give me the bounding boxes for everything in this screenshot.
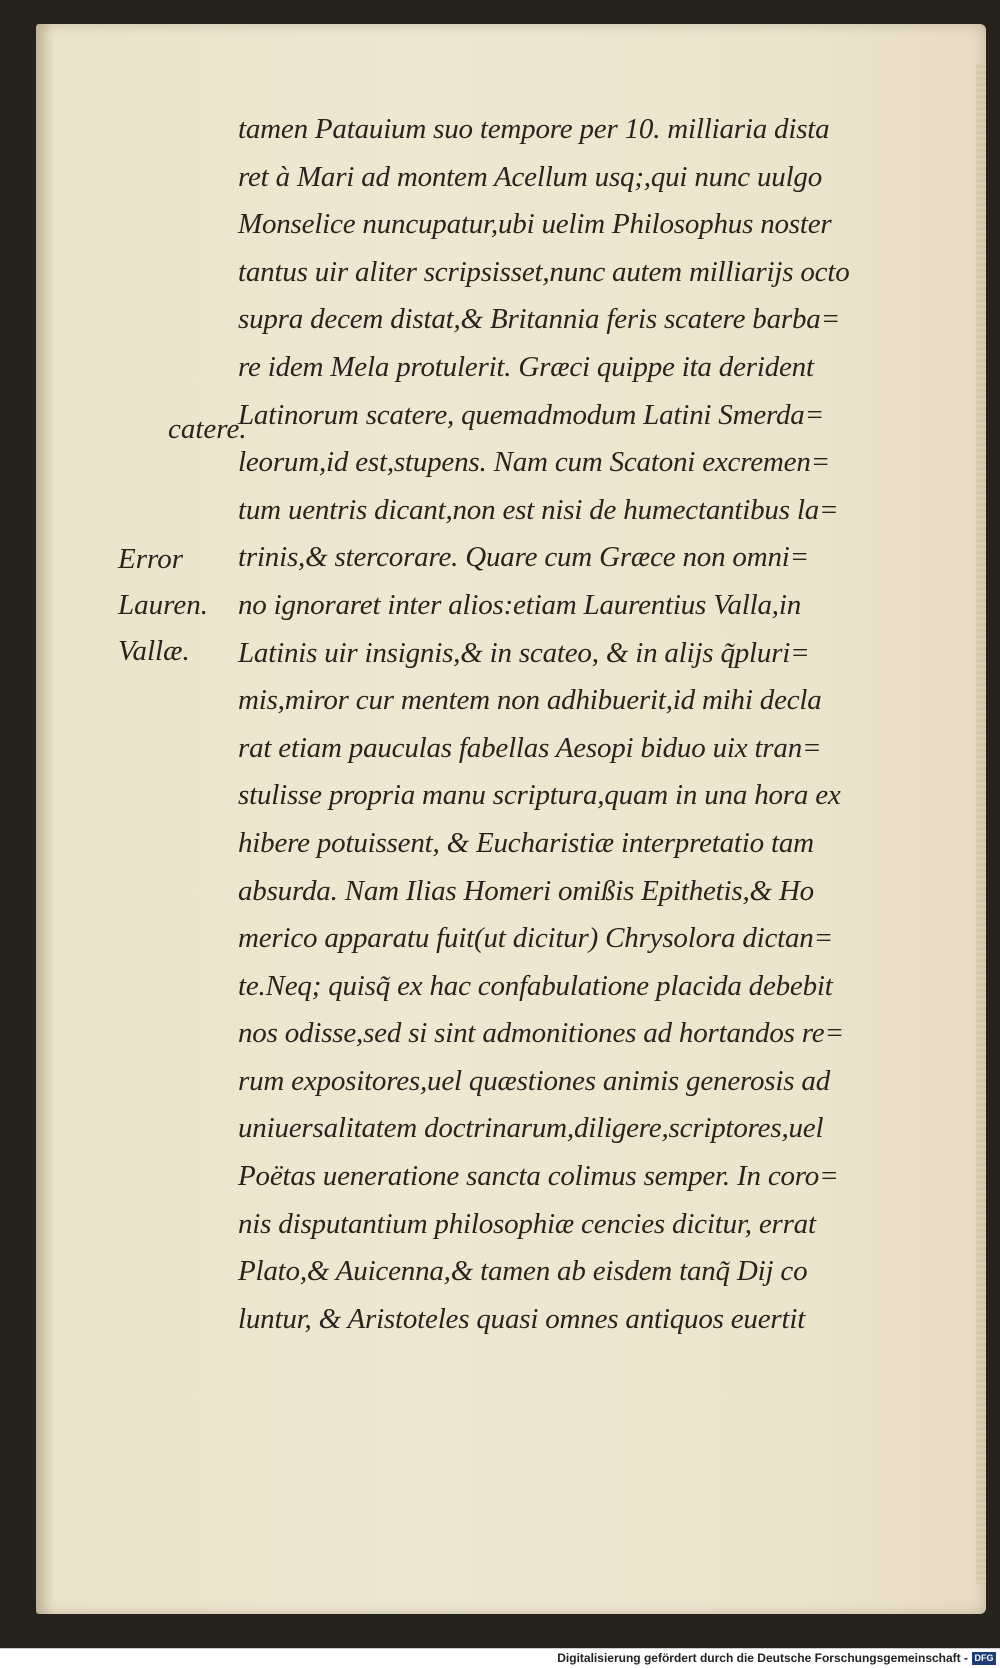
- text-line: hibere potuissent, & Eucharistiæ interpretatio tam: [238, 826, 814, 859]
- text-line: merico apparatu fuit(ut dicitur) Chrysolora dictan=: [238, 922, 833, 955]
- marginal-note-error-valla: [118, 536, 238, 674]
- text-line: stulisse propria manu scriptura,quam in una hora ex: [238, 779, 841, 812]
- marginal-note-line: Vallæ.: [118, 635, 190, 667]
- text-line: rum expositores,uel quæstiones animis generosis ad: [238, 1064, 830, 1097]
- text-line: uniuersalitatem doctrinarum,diligere,scriptores,uel: [238, 1112, 824, 1145]
- text-line: Poëtas ueneratione sancta colimus semper. In coro=: [238, 1160, 839, 1193]
- text-line: no ignoraret inter alios:etiam Laurentius Valla,in: [238, 588, 802, 621]
- text-line: nis disputantium philosophiæ cencies dicitur, errat: [238, 1207, 816, 1240]
- text-line: Plato,& Auicenna,& tamen ab eisdem tanq̃ Dij co: [238, 1255, 808, 1288]
- dfg-logo: DFG: [972, 1652, 996, 1665]
- text-line: luntur, & Aristoteles quasi omnes antiquos euertit: [238, 1302, 806, 1335]
- text-line: rat etiam pauculas fabellas Aesopi biduo uix tran=: [238, 731, 822, 764]
- page-edge: [976, 64, 986, 1584]
- text-line: supra decem distat,& Britannia feris scatere barba=: [238, 303, 840, 336]
- text-line: absurda. Nam Ilias Homeri omißis Epithetis,& Ho: [238, 874, 814, 907]
- funding-credit: Digitalisierung gefördert durch die Deutsche Forschungsgemeinschaft -: [557, 1651, 968, 1665]
- text-line: tum uentris dicant,non est nisi de humectantibus la=: [238, 493, 839, 526]
- marginal-note-line: Lauren.: [118, 589, 208, 621]
- text-line: leorum,id est,stupens. Nam cum Scatoni excremen=: [238, 446, 830, 479]
- text-line: trinis,& stercorare. Quare cum Græce non omni=: [238, 541, 809, 574]
- main-text-block: [238, 106, 938, 1343]
- text-line: Latinis uir insignis,& in scateo, & in alijs q̃pluri=: [238, 636, 810, 669]
- text-line: te.Neq; quisq̃ ex hac confabulatione placida debebit: [238, 969, 833, 1002]
- text-line: Monselice nuncupatur,ubi uelim Philosophus noster: [238, 208, 832, 241]
- text-line: nos odisse,sed si sint admonitiones ad hortandos re=: [238, 1017, 844, 1050]
- marginal-note-line: Error: [118, 543, 183, 575]
- marginal-note-catere: catere.: [168, 413, 247, 445]
- text-line: ret à Mari ad montem Acellum usq;,qui nunc uulgo: [238, 160, 823, 193]
- text-line: re idem Mela protulerit. Græci quippe ita derident: [238, 350, 814, 383]
- text-line: tamen Patauium suo tempore per 10. milliaria dista: [238, 113, 830, 145]
- digitization-footer: [0, 1648, 1000, 1668]
- text-line: tantus uir aliter scripsisset,nunc autem milliarijs octo: [238, 255, 850, 288]
- text-line: mis,miror cur mentem non adhibuerit,id mihi decla: [238, 684, 822, 717]
- text-line: Latinorum scatere, quemadmodum Latini Smerda=: [238, 398, 824, 431]
